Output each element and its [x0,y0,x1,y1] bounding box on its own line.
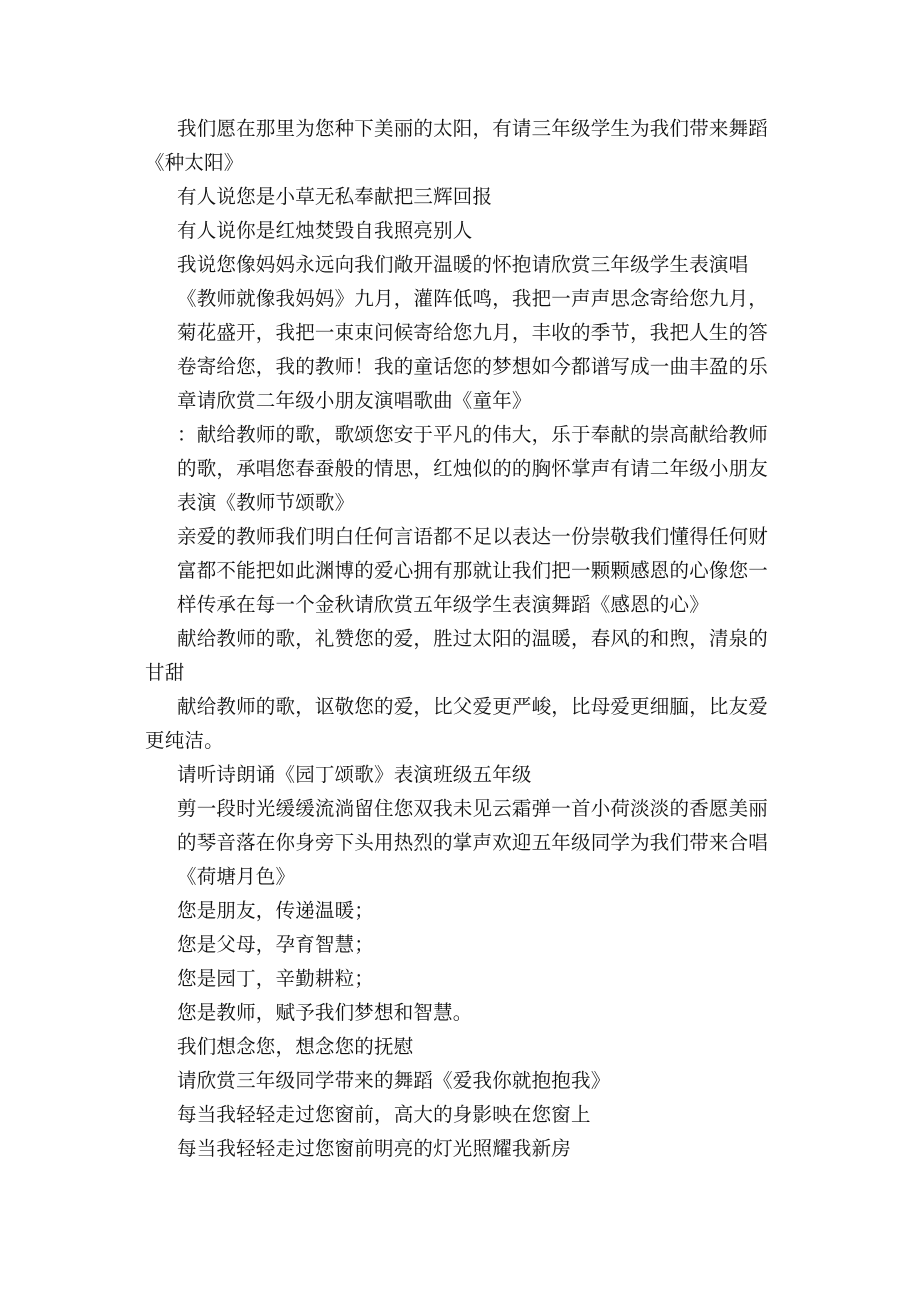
text-line: 的琴音落在你身旁下头用热烈的掌声欢迎五年级同学为我们带来合唱 [177,831,769,854]
text-line: 请欣赏三年级同学带来的舞蹈《爱我你就抱抱我》 [177,1069,611,1092]
text-line: 章请欣赏二年级小朋友演唱歌曲《童年》 [177,389,532,412]
text-line: 我们想念您，想念您的抚慰 [177,1035,414,1058]
text-line: 您是朋友，传递温暖； [177,899,375,922]
text-line: 您是教师，赋予我们梦想和智慧。 [177,1001,473,1024]
text-line: 《教师就像我妈妈》九月，灌阵低鸣，我把一声声思念寄给您九月， [177,287,769,310]
document-body [145,112,785,1166]
text-line: 的歌，承唱您春蚕般的情思，红烛似的的胸怀掌声有请二年级小朋友 [177,457,769,480]
text-line: 您是父母，孕育智慧； [177,933,375,956]
text-line: 献给教师的歌，礼赞您的爱，胜过太阳的温暖，春风的和煦，清泉的 [177,627,769,650]
text-line: 剪一段时光缓缓流淌留住您双我未见云霜弹一首小荷淡淡的香愿美丽 [177,797,769,820]
text-line: 《荷塘月色》 [177,865,296,888]
text-line: 菊花盛开，我把一束束问候寄给您九月，丰收的季节，我把人生的答 [177,321,769,344]
text-line: 《种太阳》 [145,151,244,174]
text-line: 请听诗朗诵《园丁颂歌》表演班级五年级 [177,763,532,786]
text-line: 卷寄给您，我的教师！我的童话您的梦想如今都谱写成一曲丰盈的乐 [177,355,769,378]
text-line: 您是园丁，辛勤耕粒； [177,967,375,990]
text-line: 亲爱的教师我们明白任何言语都不足以表达一份崇敬我们懂得任何财 [177,525,769,548]
text-line: 有人说你是红烛焚毁自我照亮别人 [177,219,473,242]
text-line: 表演《教师节颂歌》 [177,491,355,514]
text-line: 更纯洁。 [145,729,224,752]
text-line: 每当我轻轻走过您窗前明亮的灯光照耀我新房 [177,1137,572,1160]
text-line: 样传承在每一个金秋请欣赏五年级学生表演舞蹈《感恩的心》 [177,593,709,616]
text-line: 甘甜 [145,661,185,684]
text-line: 我说您像妈妈永远向我们敞开温暖的怀抱请欣赏三年级学生表演唱 [177,253,749,276]
text-line: 我们愿在那里为您种下美丽的太阳，有请三年级学生为我们带来舞蹈 [177,117,769,140]
text-line: 献给教师的歌，讴敬您的爱，比父爱更严峻，比母爱更细腼，比友爱 [177,695,769,718]
text-line: 每当我轻轻走过您窗前，高大的身影映在您窗上 [177,1103,591,1126]
text-line: 有人说您是小草无私奉献把三辉回报 [177,185,493,208]
text-line: 富都不能把如此渊博的爱心拥有那就让我们把一颗颗感恩的心像您一 [177,559,769,582]
text-line: ：献给教师的歌，歌颂您安于平凡的伟大，乐于奉献的崇高献给教师 [177,423,769,446]
